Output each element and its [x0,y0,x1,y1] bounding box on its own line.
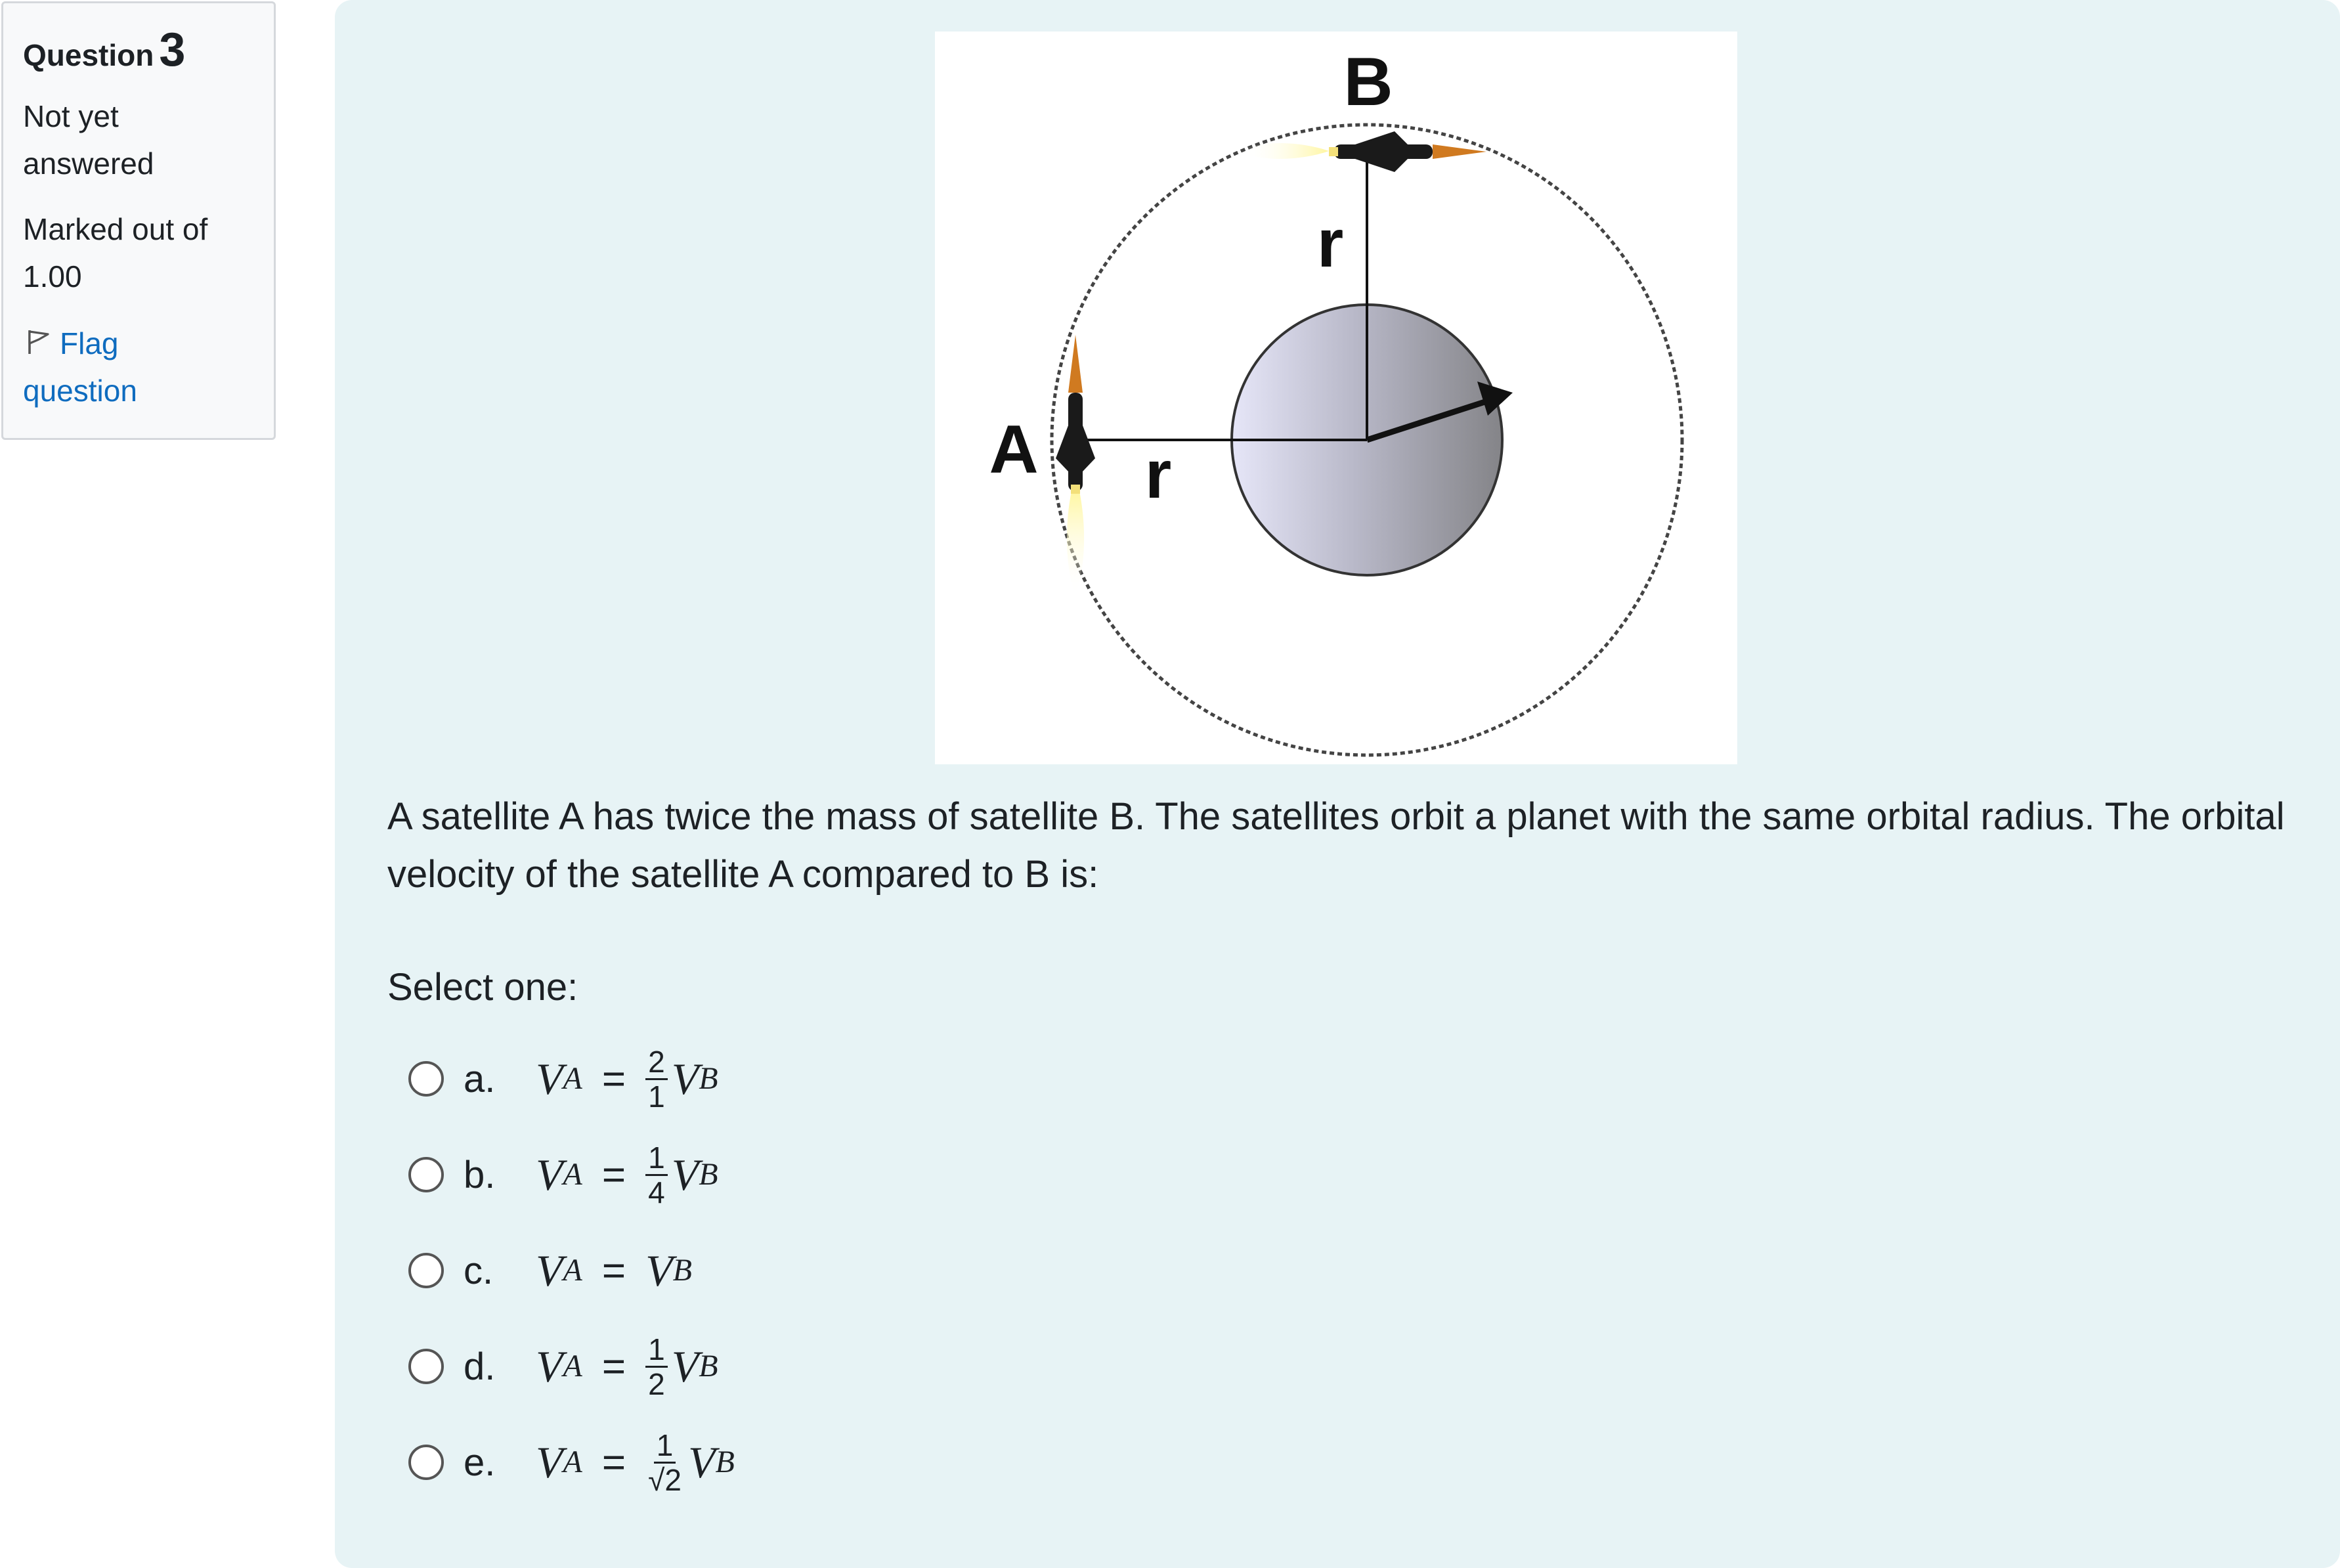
formula-rhs: V [671,1149,699,1200]
label-r-top: r [1316,206,1344,282]
grade-line-1: Marked out of [23,212,208,247]
question-label: Question [23,38,154,72]
fraction-denominator: √2 [648,1462,682,1497]
formula-lhs: V [536,1437,563,1487]
fraction-denominator: 2 [648,1366,665,1401]
answer-options [408,1031,735,1510]
formula-lhs: V [536,1053,563,1104]
answer-option-a[interactable] [408,1031,735,1127]
answer-option-d[interactable] [408,1318,735,1414]
label-b: B [1343,44,1393,120]
formula-rhs: V [645,1245,673,1296]
flag-question-link[interactable] [23,320,254,414]
formula-equals: = [601,1343,626,1389]
orbit-diagram-svg [935,32,1737,764]
answer-formula: V A = $\frac{2}{1}$ V B [536,1044,718,1114]
answer-radio-b[interactable] [408,1157,444,1192]
question-state [23,93,254,187]
fraction-numerator: 2 [645,1045,668,1080]
label-a: A [989,412,1039,488]
question-content-panel [335,0,2340,1568]
state-line-2: answered [23,146,154,181]
fraction-numerator: 1 [645,1141,668,1176]
answer-radio-e[interactable] [408,1445,444,1480]
formula-equals: = [601,1439,626,1485]
formula-lhs: V [536,1149,563,1200]
formula-lhs: V [536,1245,563,1296]
fraction-numerator: 1 [645,1333,668,1368]
answer-formula: V A = $\frac{1}{2}$ V B [536,1332,718,1401]
label-r-left: r [1144,437,1172,513]
fraction-numerator: 1 [654,1429,676,1464]
flag-icon [23,326,54,358]
orbit-diagram [935,32,1737,764]
answer-radio-d[interactable] [408,1349,444,1384]
question-number: 3 [159,24,186,76]
formula-fraction [645,1429,684,1496]
answer-formula: V A = $\frac{1}{√2}$ V B [536,1427,735,1497]
question-grade [23,206,254,300]
formula-equals: = [601,1248,626,1294]
formula-fraction [645,1141,668,1209]
answer-option-c[interactable] [408,1223,735,1318]
grade-line-2: 1.00 [23,259,82,294]
answer-letter: c. [464,1249,494,1292]
satellite-a-icon [1056,335,1095,596]
answer-letter: e. [464,1441,496,1484]
answer-formula: V A = V B [536,1245,692,1296]
question-text: A satellite A has twice the mass of satellite B. The satellites orbit a planet with the same orbital radius. The orbital velocity of the satellite A compared to B is: [387,795,2285,896]
formula-fraction [645,1333,668,1401]
formula-lhs: V [536,1341,563,1391]
formula-rhs: V [671,1053,699,1104]
answer-radio-a[interactable] [408,1061,444,1097]
flag-line-2: question [23,374,137,408]
answer-formula: V A = $\frac{1}{4}$ V B [536,1140,718,1209]
state-line-1: Not yet [23,99,119,134]
formula-fraction [645,1045,668,1113]
answer-option-b[interactable] [408,1127,735,1223]
select-one-prompt: Select one: [387,966,578,1009]
fraction-denominator: 4 [648,1175,665,1209]
formula-equals: = [601,1056,626,1102]
formula-equals: = [601,1152,626,1198]
answer-letter: a. [464,1057,496,1100]
fraction-denominator: 1 [648,1079,665,1114]
formula-rhs: V [687,1437,716,1487]
answer-letter: d. [464,1345,496,1388]
question-info-panel [1,1,276,440]
answer-option-e[interactable] [408,1414,735,1510]
question-title [23,22,254,78]
answer-letter: b. [464,1153,496,1196]
formula-rhs: V [671,1341,699,1391]
flag-line-1: Flag [60,326,119,361]
answer-radio-c[interactable] [408,1253,444,1288]
